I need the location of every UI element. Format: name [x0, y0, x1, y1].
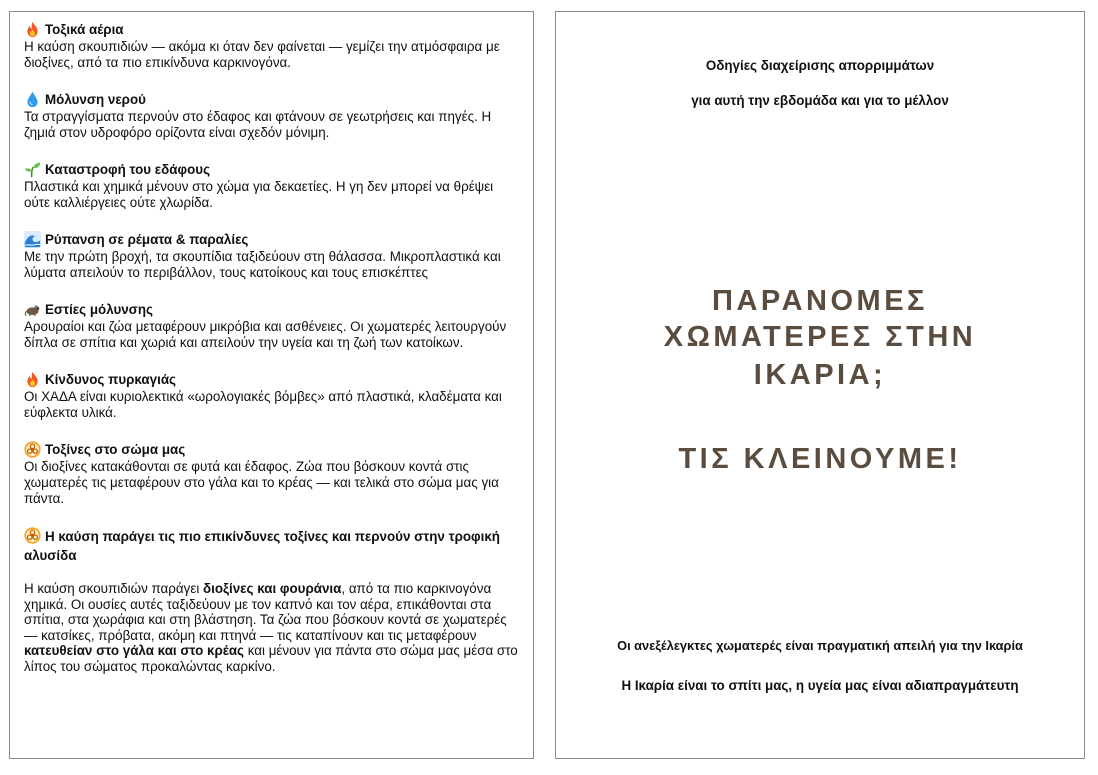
seedling-icon	[24, 161, 41, 178]
section-body-toxins	[24, 441, 520, 507]
bold-run: κατευθείαν στο γάλα και στο κρέας	[24, 643, 245, 658]
guide-subtitle: Οδηγίες διαχείρισης απορριμμάτων	[705, 58, 935, 73]
section-title: Καταστροφή του εδάφους	[45, 162, 211, 177]
rat-icon	[24, 301, 41, 318]
guide-subtitle-2: για αυτή την εβδομάδα και για το μέλλον	[691, 93, 949, 108]
text-run: και μένουν για πάντα στο σώμα μας μέσα στο λίπος του σώματος προκαλώντας καρκίνο.	[24, 643, 518, 674]
headline-line: ΠΑΡΑΝΟΜΕΣ	[712, 285, 928, 317]
section-text: Πλαστικά και χημικά μένουν στο χώμα για δεκαετίες. Η γη δεν μπορεί να θρέψει ούτε καλλιέργειες ούτε χλωρίδα.	[24, 179, 494, 210]
section-title: Μόλυνση νερού	[45, 92, 146, 107]
text-run: Η καύση σκουπιδιών παράγει	[24, 581, 204, 596]
section-title: Τοξίνες στο σώμα μας	[45, 442, 186, 457]
footer-slogan: Η Ικαρία είναι το σπίτι μας, η υγεία μας είναι αδιαπραγμάτευτη	[621, 678, 1019, 693]
text-run: , από τα πιο καρκινογόνα χημικά. Οι ουσίες αυτές ταξιδεύουν με τον καπνό και τον αέρα, επικάθονται στα σπίτια, στα χωράφια και στη βλάστηση. Τα ζώα που βόσκουν κοντά σε χωματερές — κατσίκες, πρόβατα, ακόμη και πτηνά — τις καταπίνουν και τις μεταφέρουν	[24, 581, 507, 643]
section-fire-danger	[24, 371, 520, 421]
biohazard-icon	[24, 527, 41, 544]
bold-run: διοξίνες και φουράνια	[203, 581, 342, 596]
right-page	[555, 11, 1085, 759]
section-title: Εστίες μόλυνσης	[45, 302, 153, 317]
section-pollution-hotspots	[24, 301, 520, 351]
section-text: Οι ΧΑΔΑ είναι κυριολεκτικά «ωρολογιακές βόμβες» από πλαστικά, κλαδέματα και εύφλεκτα υλικά.	[24, 389, 502, 420]
section-title: Τοξικά αέρια	[45, 22, 124, 37]
headline-line: ΙΚΑΡΙΑ;	[753, 359, 887, 391]
left-page	[9, 11, 534, 759]
section-title: Ρύπανση σε ρέματα & παραλίες	[45, 232, 249, 247]
section-text	[24, 581, 520, 674]
headline-call-to-action: ΤΙΣ ΚΛΕΙΝΟΥΜΕ!	[678, 443, 962, 475]
section-food-chain	[24, 527, 520, 674]
droplet-icon	[24, 91, 41, 108]
wave-icon	[24, 231, 41, 248]
section-text: Η καύση σκουπιδιών — ακόμα κι όταν δεν φαίνεται — γεμίζει την ατμόσφαιρα με διοξίνες, από τα πιο επικίνδυνα καρκινογόνα.	[24, 39, 500, 70]
fire-icon	[24, 371, 41, 388]
headline-line: ΧΩΜΑΤΕΡΕΣ ΣΤΗΝ	[663, 321, 977, 353]
section-title: Η καύση παράγει τις πιο επικίνδυνες τοξίνες και περνούν στην τροφική αλυσίδα	[24, 529, 500, 563]
section-text: Τα στραγγίσματα περνούν στο έδαφος και φτάνουν σε γεωτρήσεις και πηγές. Η ζημιά στον υδροφόρο ορίζοντα είναι σχεδόν μόνιμη.	[24, 109, 492, 140]
biohazard-icon	[24, 441, 41, 458]
section-text: Με την πρώτη βροχή, τα σκουπίδια ταξιδεύουν στη θάλασσα. Μικροπλαστικά και λύματα απειλούν το περιβάλλον, τους κατοίκους και τους επισκέπτες	[24, 249, 501, 280]
section-stream-beach-pollution	[24, 231, 520, 281]
section-toxic-gases	[24, 21, 520, 71]
footer-statement: Οι ανεξέλεγκτες χωματερές είναι πραγματική απειλή για την Ικαρία	[617, 638, 1023, 653]
section-soil-destruction	[24, 161, 520, 211]
fire-icon	[24, 21, 41, 38]
section-water-pollution	[24, 91, 520, 141]
section-text: Οι διοξίνες κατακάθονται σε φυτά και έδαφος. Ζώα που βόσκουν κοντά στις χωματερές τις μεταφέρουν στο γάλα και το κρέας — και τελικά στο σώμα μας για πάντα.	[24, 459, 499, 506]
section-text: Αρουραίοι και ζώα μεταφέρουν μικρόβια και ασθένειες. Οι χωματερές λειτουργούν δίπλα σε σπίτια και χωριά και απειλούν την υγεία και τη ζωή των κατοίκων.	[24, 319, 507, 350]
section-title: Κίνδυνος πυρκαγιάς	[45, 372, 177, 387]
